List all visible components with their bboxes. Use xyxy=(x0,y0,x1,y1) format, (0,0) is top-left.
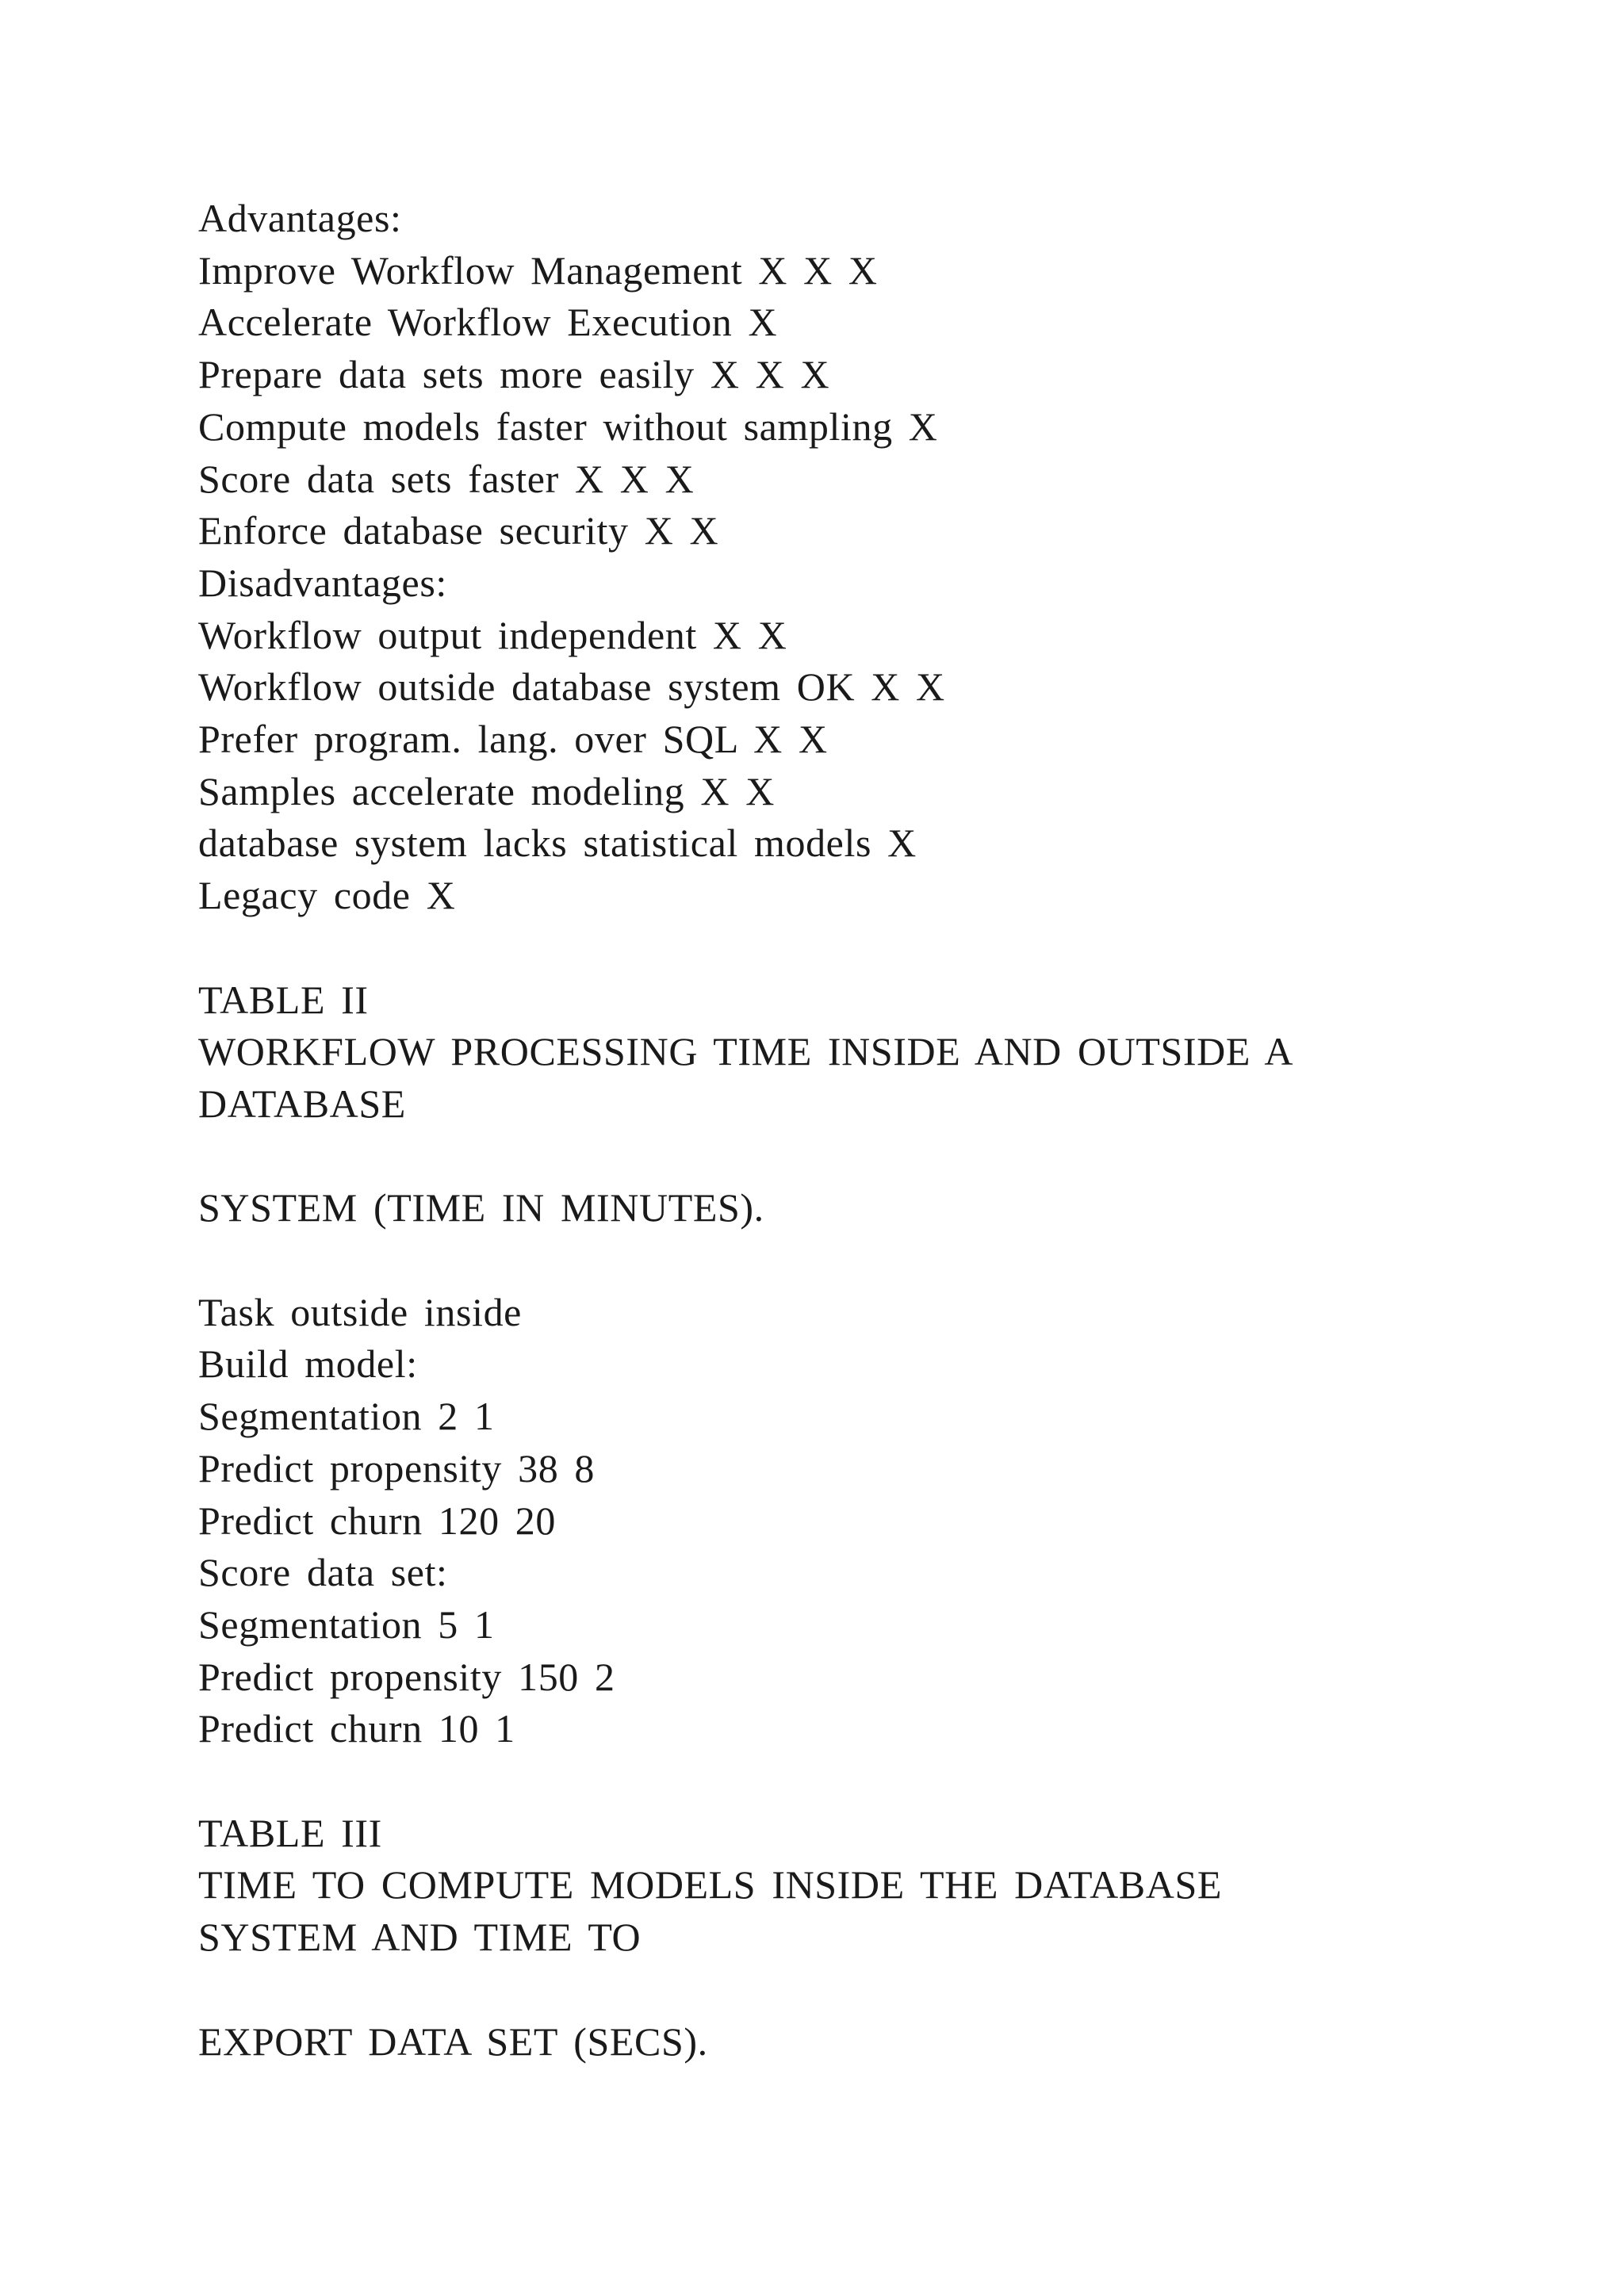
spacer xyxy=(198,1234,1546,1287)
table2-row: Segmentation 2 1 xyxy=(198,1394,495,1439)
spacer xyxy=(198,922,1546,974)
table2-row: Predict churn 10 1 xyxy=(198,1706,515,1751)
spacer xyxy=(198,1755,1546,1808)
table2-row: Segmentation 5 1 xyxy=(198,1601,495,1647)
document-body xyxy=(198,193,1546,2068)
advantage-row: Enforce database security X X xyxy=(198,508,719,553)
advantage-row: Accelerate Workflow Execution X xyxy=(198,300,778,345)
advantages-heading: Advantages: xyxy=(198,196,402,240)
table3-caption: TIME TO COMPUTE MODELS INSIDE THE DATABASE xyxy=(198,1862,1223,1908)
table2-row: Predict churn 120 20 xyxy=(198,1498,556,1543)
disadvantage-row: Workflow output independent X X xyxy=(198,612,787,657)
table2-caption: WORKFLOW PROCESSING TIME INSIDE AND OUTSIDE A xyxy=(198,1029,1294,1074)
spacer xyxy=(198,1964,1546,2016)
disadvantage-row: database system lacks statistical models X xyxy=(198,821,917,866)
table2-header: Task outside inside xyxy=(198,1289,522,1334)
disadvantage-row: Workflow outside database system OK X X xyxy=(198,664,945,710)
table2-caption: SYSTEM (TIME IN MINUTES). xyxy=(198,1185,764,1230)
table2-row: Predict propensity 150 2 xyxy=(198,1654,615,1699)
spacer xyxy=(198,1131,1546,1183)
table2-section-heading: Score data set: xyxy=(198,1550,448,1595)
table2-section-heading: Build model: xyxy=(198,1341,418,1387)
disadvantages-heading: Disadvantages: xyxy=(198,560,447,605)
advantage-row: Score data sets faster X X X xyxy=(198,456,695,501)
disadvantage-row: Legacy code X xyxy=(198,873,456,918)
table2-caption: DATABASE xyxy=(198,1081,406,1126)
table3-caption: SYSTEM AND TIME TO xyxy=(198,1915,642,1960)
table2-row: Predict propensity 38 8 xyxy=(198,1445,596,1490)
advantage-row: Improve Workflow Management X X X xyxy=(198,247,878,293)
disadvantage-row: Prefer program. lang. over SQL X X xyxy=(198,717,828,762)
advantage-row: Prepare data sets more easily X X X xyxy=(198,352,830,397)
disadvantage-row: Samples accelerate modeling X X xyxy=(198,768,775,813)
advantage-row: Compute models faster without sampling X xyxy=(198,404,938,449)
table2-label: TABLE II xyxy=(198,977,369,1022)
table3-caption: EXPORT DATA SET (SECS). xyxy=(198,2019,708,2064)
table3-label: TABLE III xyxy=(198,1810,382,1855)
